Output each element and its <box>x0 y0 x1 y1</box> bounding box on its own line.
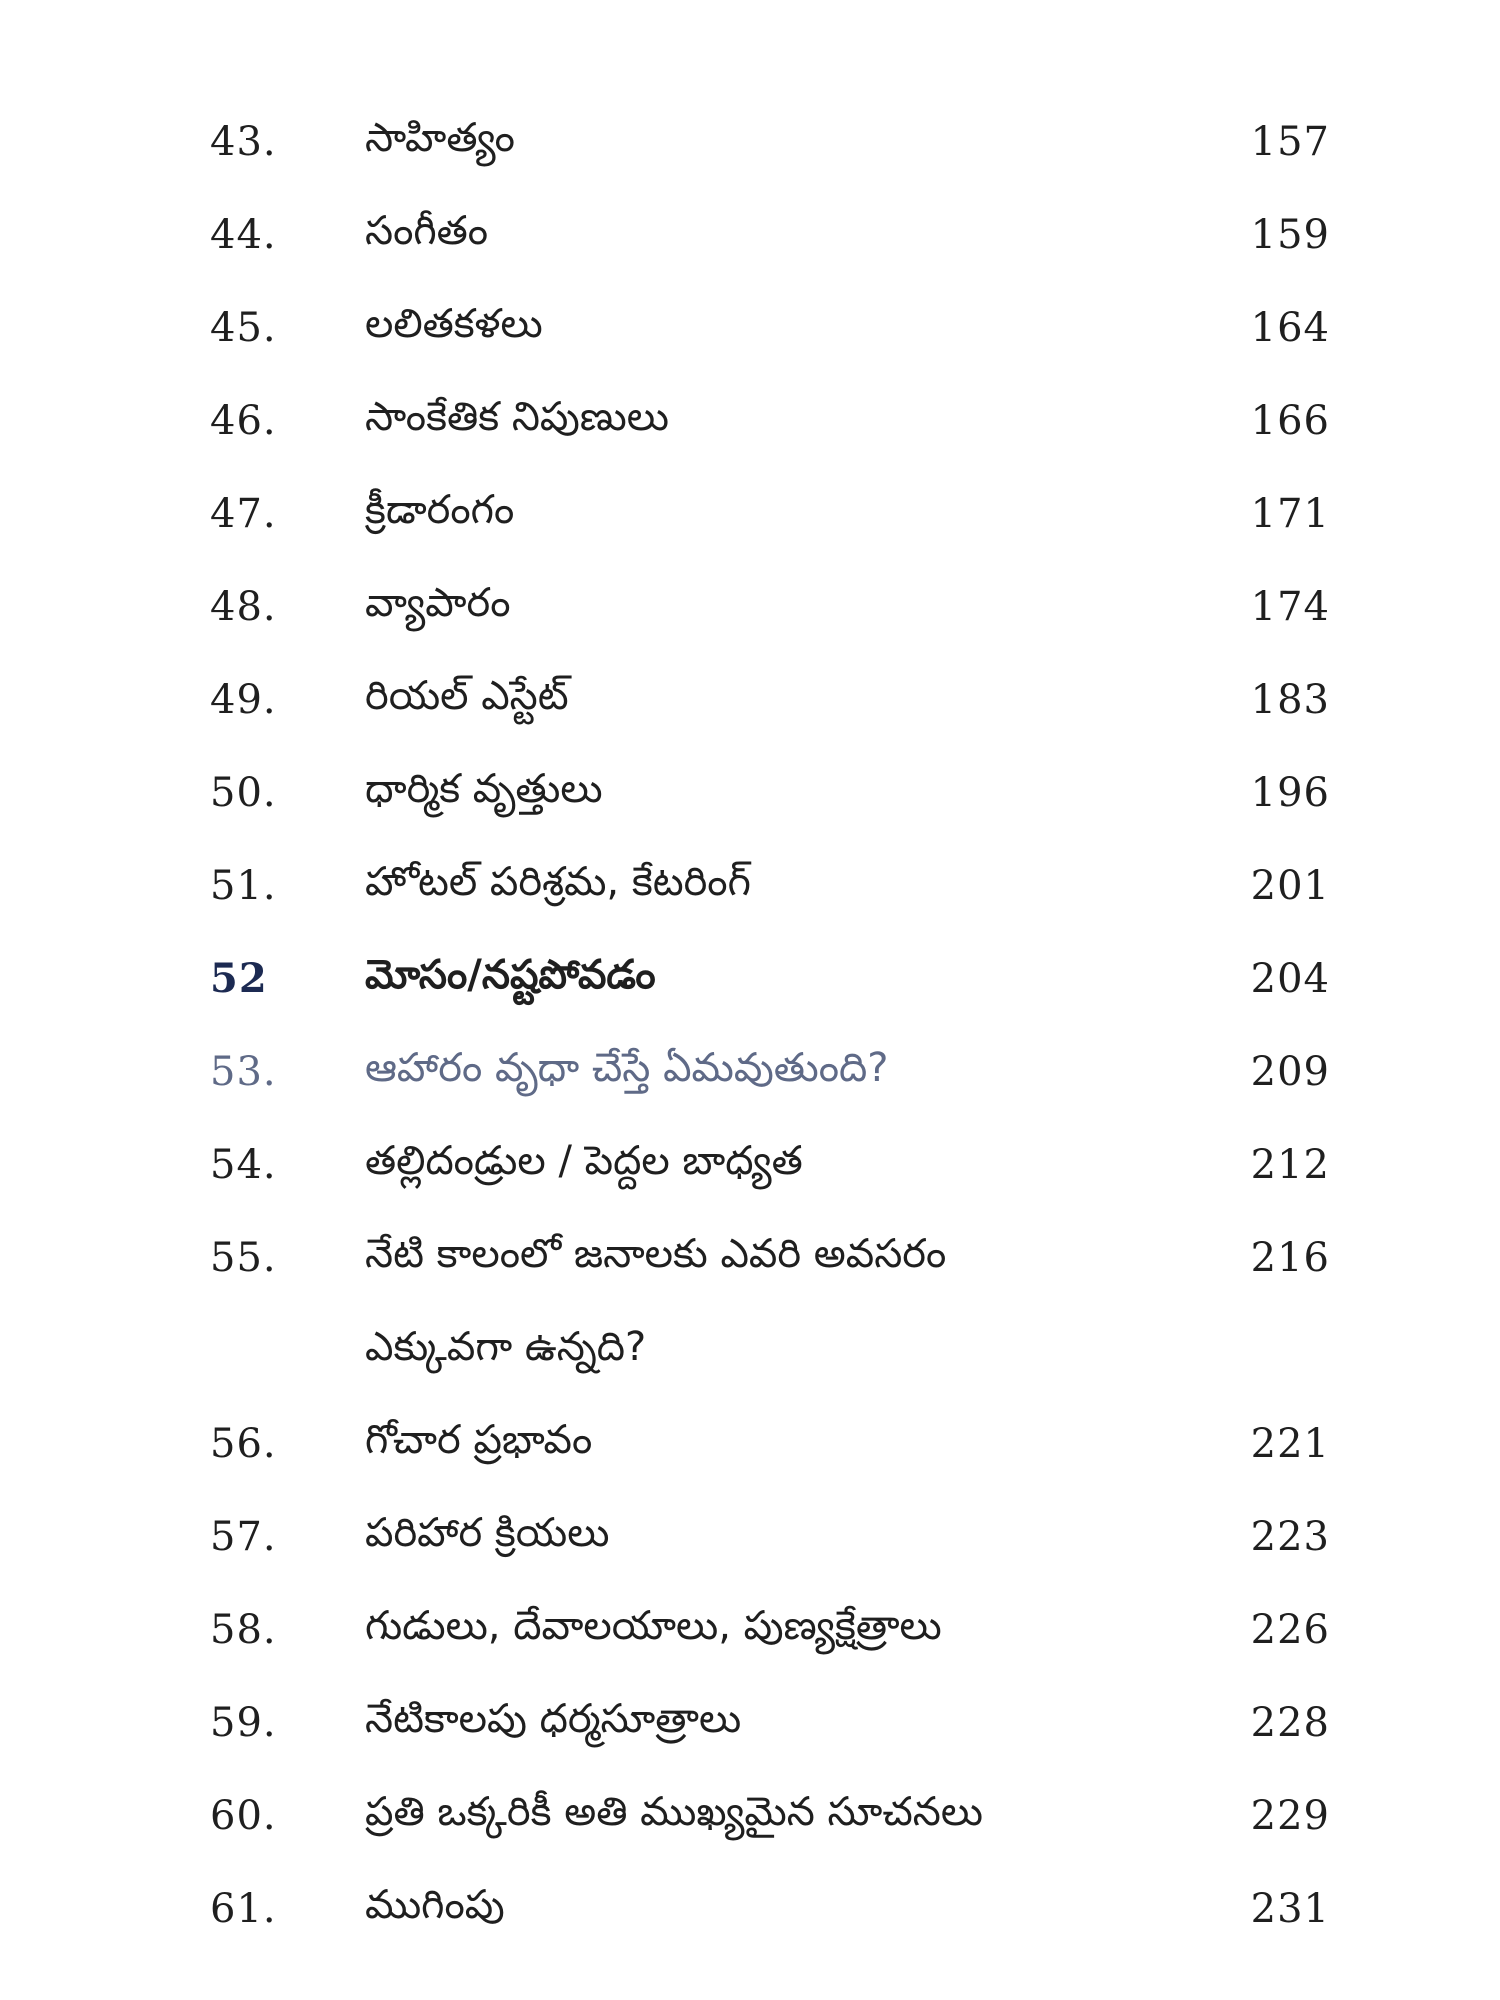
entry-title: గోచార ప్రభావం <box>365 1417 593 1463</box>
entry-number: 57. <box>210 1514 277 1560</box>
entry-page: 228 <box>1250 1700 1330 1746</box>
entry-title: రియల్ ఎస్టేట్ <box>365 673 569 719</box>
table-of-contents <box>210 100 1330 1960</box>
entry-number: 43. <box>210 119 277 165</box>
toc-entry <box>210 937 1330 1030</box>
entry-page: 166 <box>1250 398 1330 444</box>
toc-entry <box>210 1123 1330 1216</box>
toc-entry <box>210 1867 1330 1960</box>
entry-page: 223 <box>1250 1514 1330 1560</box>
entry-title: మోసం/నష్టపోవడం <box>365 952 656 998</box>
entry-title: సాంకేతిక నిపుణులు <box>365 394 669 440</box>
entry-page: 229 <box>1250 1793 1330 1839</box>
entry-title: సాహిత్యం <box>365 115 515 161</box>
toc-entry <box>210 1216 1330 1402</box>
entry-title: సంగీతం <box>365 208 489 254</box>
toc-entry <box>210 1588 1330 1681</box>
entry-number: 59. <box>210 1700 277 1746</box>
entry-page: 226 <box>1250 1607 1330 1653</box>
entry-number: 50. <box>210 770 277 816</box>
entry-page: 164 <box>1250 305 1330 351</box>
entry-title: పరిహార క్రియలు <box>365 1510 610 1556</box>
toc-entry <box>210 751 1330 844</box>
toc-entry <box>210 1402 1330 1495</box>
toc-entry <box>210 1495 1330 1588</box>
entry-page: 204 <box>1250 956 1330 1002</box>
entry-number: 56. <box>210 1421 277 1467</box>
entry-number: 52 <box>210 955 268 1002</box>
entry-number: 55. <box>210 1235 277 1281</box>
entry-title: గుడులు, దేవాలయాలు, పుణ్యక్షేత్రాలు <box>365 1603 942 1649</box>
entry-page: 231 <box>1250 1886 1330 1932</box>
entry-title: క్రీడారంగం <box>365 487 515 533</box>
entry-number: 54. <box>210 1142 277 1188</box>
toc-entry <box>210 286 1330 379</box>
entry-number: 48. <box>210 584 277 630</box>
entry-title: ముగింపు <box>365 1882 505 1928</box>
entry-page: 183 <box>1250 677 1330 723</box>
entry-number: 45. <box>210 305 277 351</box>
entry-title: ప్రతి ఒక్కరికీ అతి ముఖ్యమైన సూచనలు <box>365 1789 984 1835</box>
entry-title: నేటి కాలంలో జనాలకు ఎవరి అవసరం ఎక్కువగా ఉన్నది? <box>365 1231 947 1370</box>
toc-entry <box>210 565 1330 658</box>
entry-page: 157 <box>1250 119 1330 165</box>
entry-page: 212 <box>1250 1142 1330 1188</box>
toc-entry <box>210 1774 1330 1867</box>
toc-entry <box>210 844 1330 937</box>
entry-title: ధార్మిక వృత్తులు <box>365 766 603 812</box>
toc-entry <box>210 1681 1330 1774</box>
toc-entry <box>210 100 1330 193</box>
entry-number: 46. <box>210 398 277 444</box>
entry-page: 209 <box>1250 1049 1330 1095</box>
toc-entry <box>210 658 1330 751</box>
entry-page: 174 <box>1250 584 1330 630</box>
entry-number: 51. <box>210 863 277 909</box>
entry-number: 58. <box>210 1607 277 1653</box>
entry-title: లలితకళలు <box>365 301 543 347</box>
entry-number: 53. <box>210 1049 277 1095</box>
entry-number: 60. <box>210 1793 277 1839</box>
entry-number: 44. <box>210 212 277 258</box>
entry-page: 221 <box>1250 1421 1330 1467</box>
entry-number: 49. <box>210 677 277 723</box>
toc-entry <box>210 472 1330 565</box>
toc-entry <box>210 1030 1330 1123</box>
entry-page: 171 <box>1250 491 1330 537</box>
toc-entry <box>210 379 1330 472</box>
entry-title: ఆహారం వృధా చేస్తే ఏమవుతుంది? <box>365 1045 889 1091</box>
entry-page: 201 <box>1250 863 1330 909</box>
entry-title: నేటికాలపు ధర్మసూత్రాలు <box>365 1696 742 1742</box>
entry-number: 47. <box>210 491 277 537</box>
entry-page: 159 <box>1250 212 1330 258</box>
entry-page: 196 <box>1250 770 1330 816</box>
toc-entry <box>210 193 1330 286</box>
entry-number: 61. <box>210 1886 277 1932</box>
entry-title: తల్లిదండ్రుల / పెద్దల బాధ్యత <box>365 1138 803 1184</box>
entry-title: వ్యాపారం <box>365 580 511 626</box>
entry-title: హోటల్ పరిశ్రమ, కేటరింగ్ <box>365 859 751 905</box>
entry-page: 216 <box>1250 1235 1330 1281</box>
